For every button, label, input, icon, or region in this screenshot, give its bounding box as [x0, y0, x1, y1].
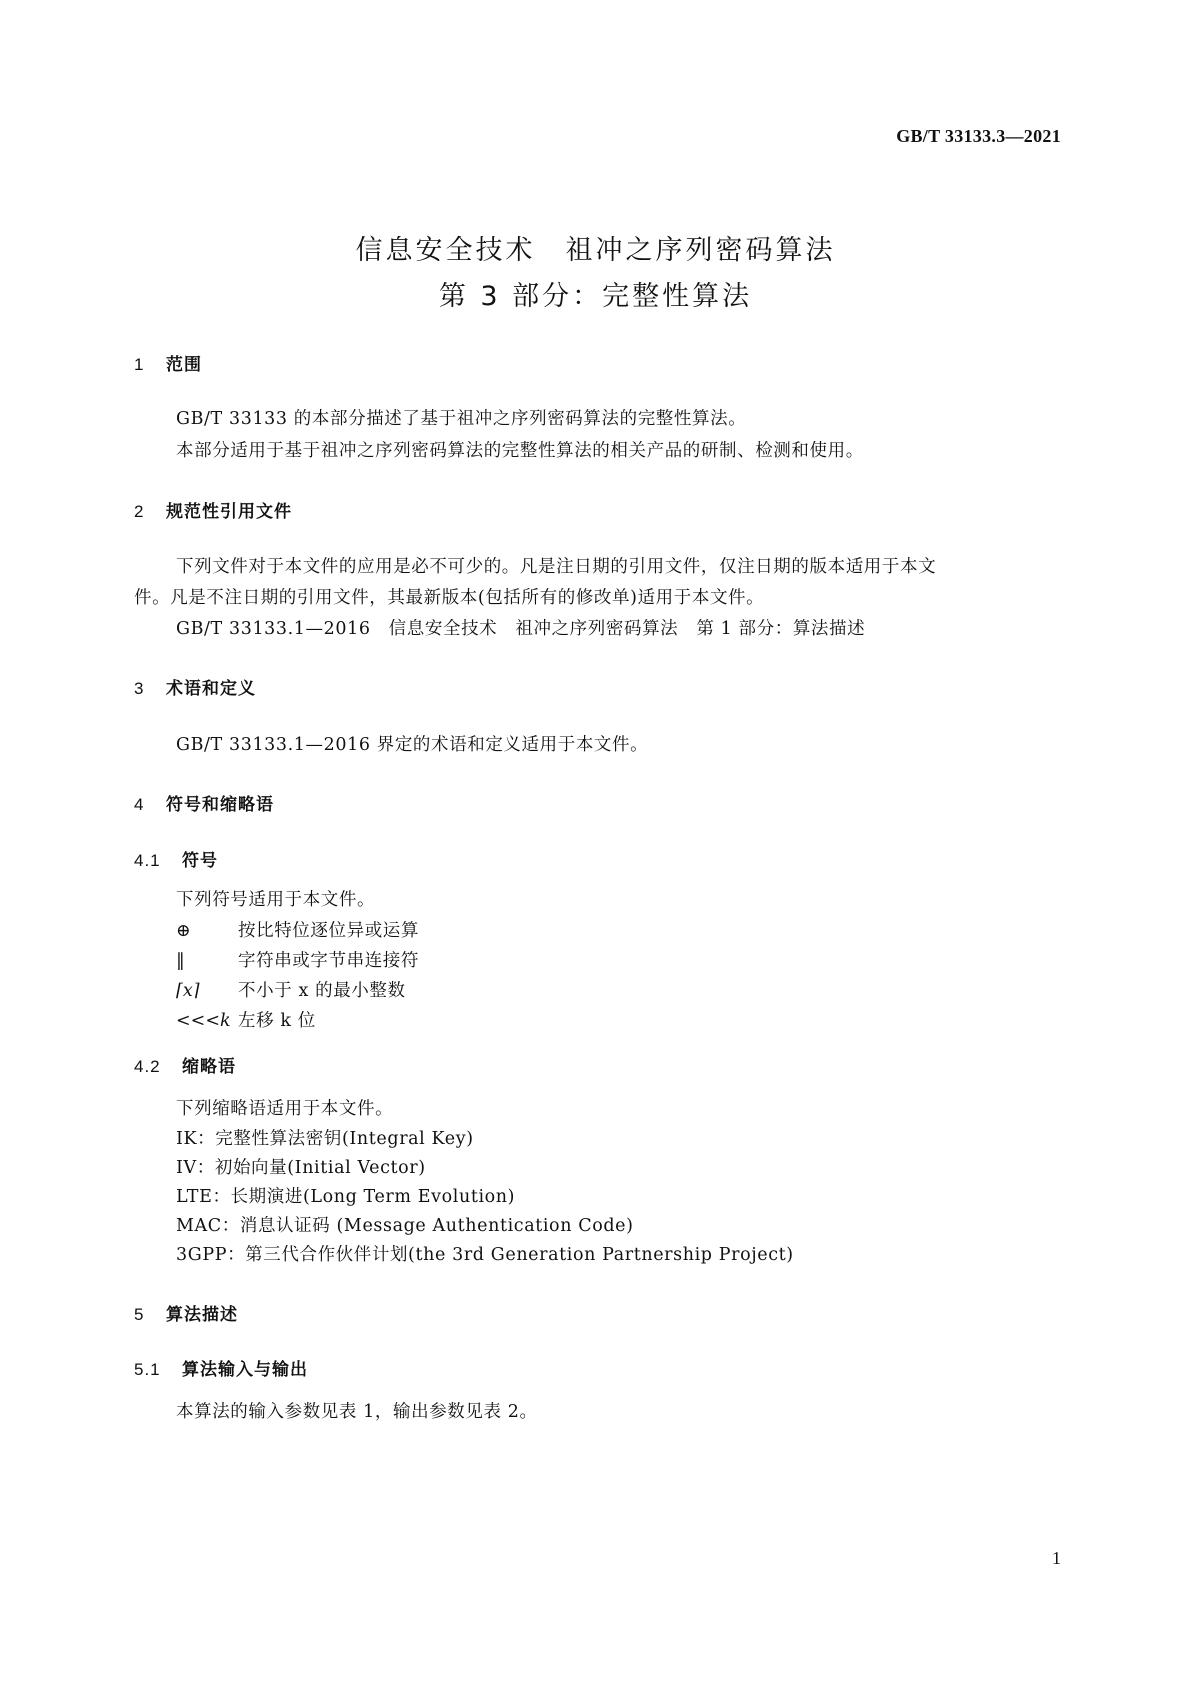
section-1-heading — [134, 350, 202, 375]
abbreviation-item: MAC：消息认证码 (Message Authentication Code) — [176, 1216, 634, 1236]
standard-code: GB/T 33133.3—2021 — [896, 126, 1061, 146]
section-number: 4.1 — [134, 851, 161, 870]
section-title: 规范性引用文件 — [166, 502, 292, 522]
abbreviation-item: LTE：长期演进(Long Term Evolution) — [176, 1187, 516, 1207]
xor-symbol: ⊕ — [176, 921, 191, 941]
section-title: 符号 — [182, 851, 218, 871]
section-1-paragraph-1: GB/T 33133 的本部分描述了基于祖冲之序列密码算法的完整性算法。 — [176, 409, 747, 429]
section-number: 5 — [134, 1305, 145, 1324]
abbreviation-item: 3GPP：第三代合作伙伴计划(the 3rd Generation Partnership Project) — [176, 1245, 794, 1265]
document-title-line2: 第 3 部分：完整性算法 — [438, 281, 753, 312]
ceiling-symbol: ⌈x⌉ — [176, 981, 200, 1001]
section-4-1-heading — [134, 846, 218, 871]
section-2-paragraph-line-2: 件。凡是不注日期的引用文件，其最新版本(包括所有的修改单)适用于本文件。 — [134, 588, 765, 608]
section-title: 缩略语 — [182, 1057, 236, 1077]
symbol-row — [176, 917, 419, 942]
section-title: 符号和缩略语 — [166, 795, 274, 815]
section-title: 范围 — [166, 355, 202, 375]
section-number: 5.1 — [134, 1360, 161, 1379]
section-2-heading — [134, 497, 292, 522]
symbol-row — [176, 1007, 316, 1032]
section-3-heading — [134, 674, 256, 699]
symbol-description: 左移 k 位 — [238, 1011, 316, 1031]
document-title-line1: 信息安全技术 祖冲之序列密码算法 — [355, 235, 836, 266]
symbols-intro: 下列符号适用于本文件。 — [176, 890, 376, 910]
abbreviation-item: IV：初始向量(Initial Vector) — [176, 1158, 426, 1178]
section-4-2-heading — [134, 1052, 236, 1077]
section-1-paragraph-2: 本部分适用于基于祖冲之序列密码算法的完整性算法的相关产品的研制、检测和使用。 — [176, 441, 864, 461]
symbol-description: 不小于 x 的最小整数 — [238, 981, 406, 1001]
section-3-paragraph-1: GB/T 33133.1—2016 界定的术语和定义适用于本文件。 — [176, 735, 649, 755]
normative-reference: GB/T 33133.1—2016 信息安全技术 祖冲之序列密码算法 第 1 部分：算法描述 — [176, 619, 866, 639]
page-number: 1 — [1052, 1548, 1061, 1568]
section-5-1-heading — [134, 1355, 308, 1380]
section-2-paragraph-line-1: 下列文件对于本文件的应用是必不可少的。凡是注日期的引用文件，仅注日期的版本适用于本文 — [176, 557, 937, 577]
section-5-1-paragraph-1: 本算法的输入参数见表 1，输出参数见表 2。 — [176, 1402, 538, 1422]
left-shift-symbol: <<<k — [176, 1011, 231, 1031]
section-title: 术语和定义 — [166, 679, 256, 699]
symbol-description: 字符串或字节串连接符 — [238, 951, 419, 971]
section-number: 4.2 — [134, 1057, 161, 1076]
symbol-row — [176, 977, 406, 1002]
symbol-row — [176, 947, 419, 972]
abbreviation-item: IK：完整性算法密钥(Integral Key) — [176, 1129, 474, 1149]
section-number: 1 — [134, 355, 145, 374]
abbreviations-intro: 下列缩略语适用于本文件。 — [176, 1099, 394, 1119]
section-5-heading — [134, 1300, 238, 1325]
section-4-heading — [134, 790, 274, 815]
symbol-description: 按比特位逐位异或运算 — [238, 921, 419, 941]
section-number: 2 — [134, 502, 145, 521]
concat-symbol: ‖ — [176, 951, 185, 971]
section-number: 4 — [134, 795, 145, 814]
section-title: 算法输入与输出 — [182, 1360, 308, 1380]
section-number: 3 — [134, 679, 145, 698]
section-title: 算法描述 — [166, 1305, 238, 1325]
